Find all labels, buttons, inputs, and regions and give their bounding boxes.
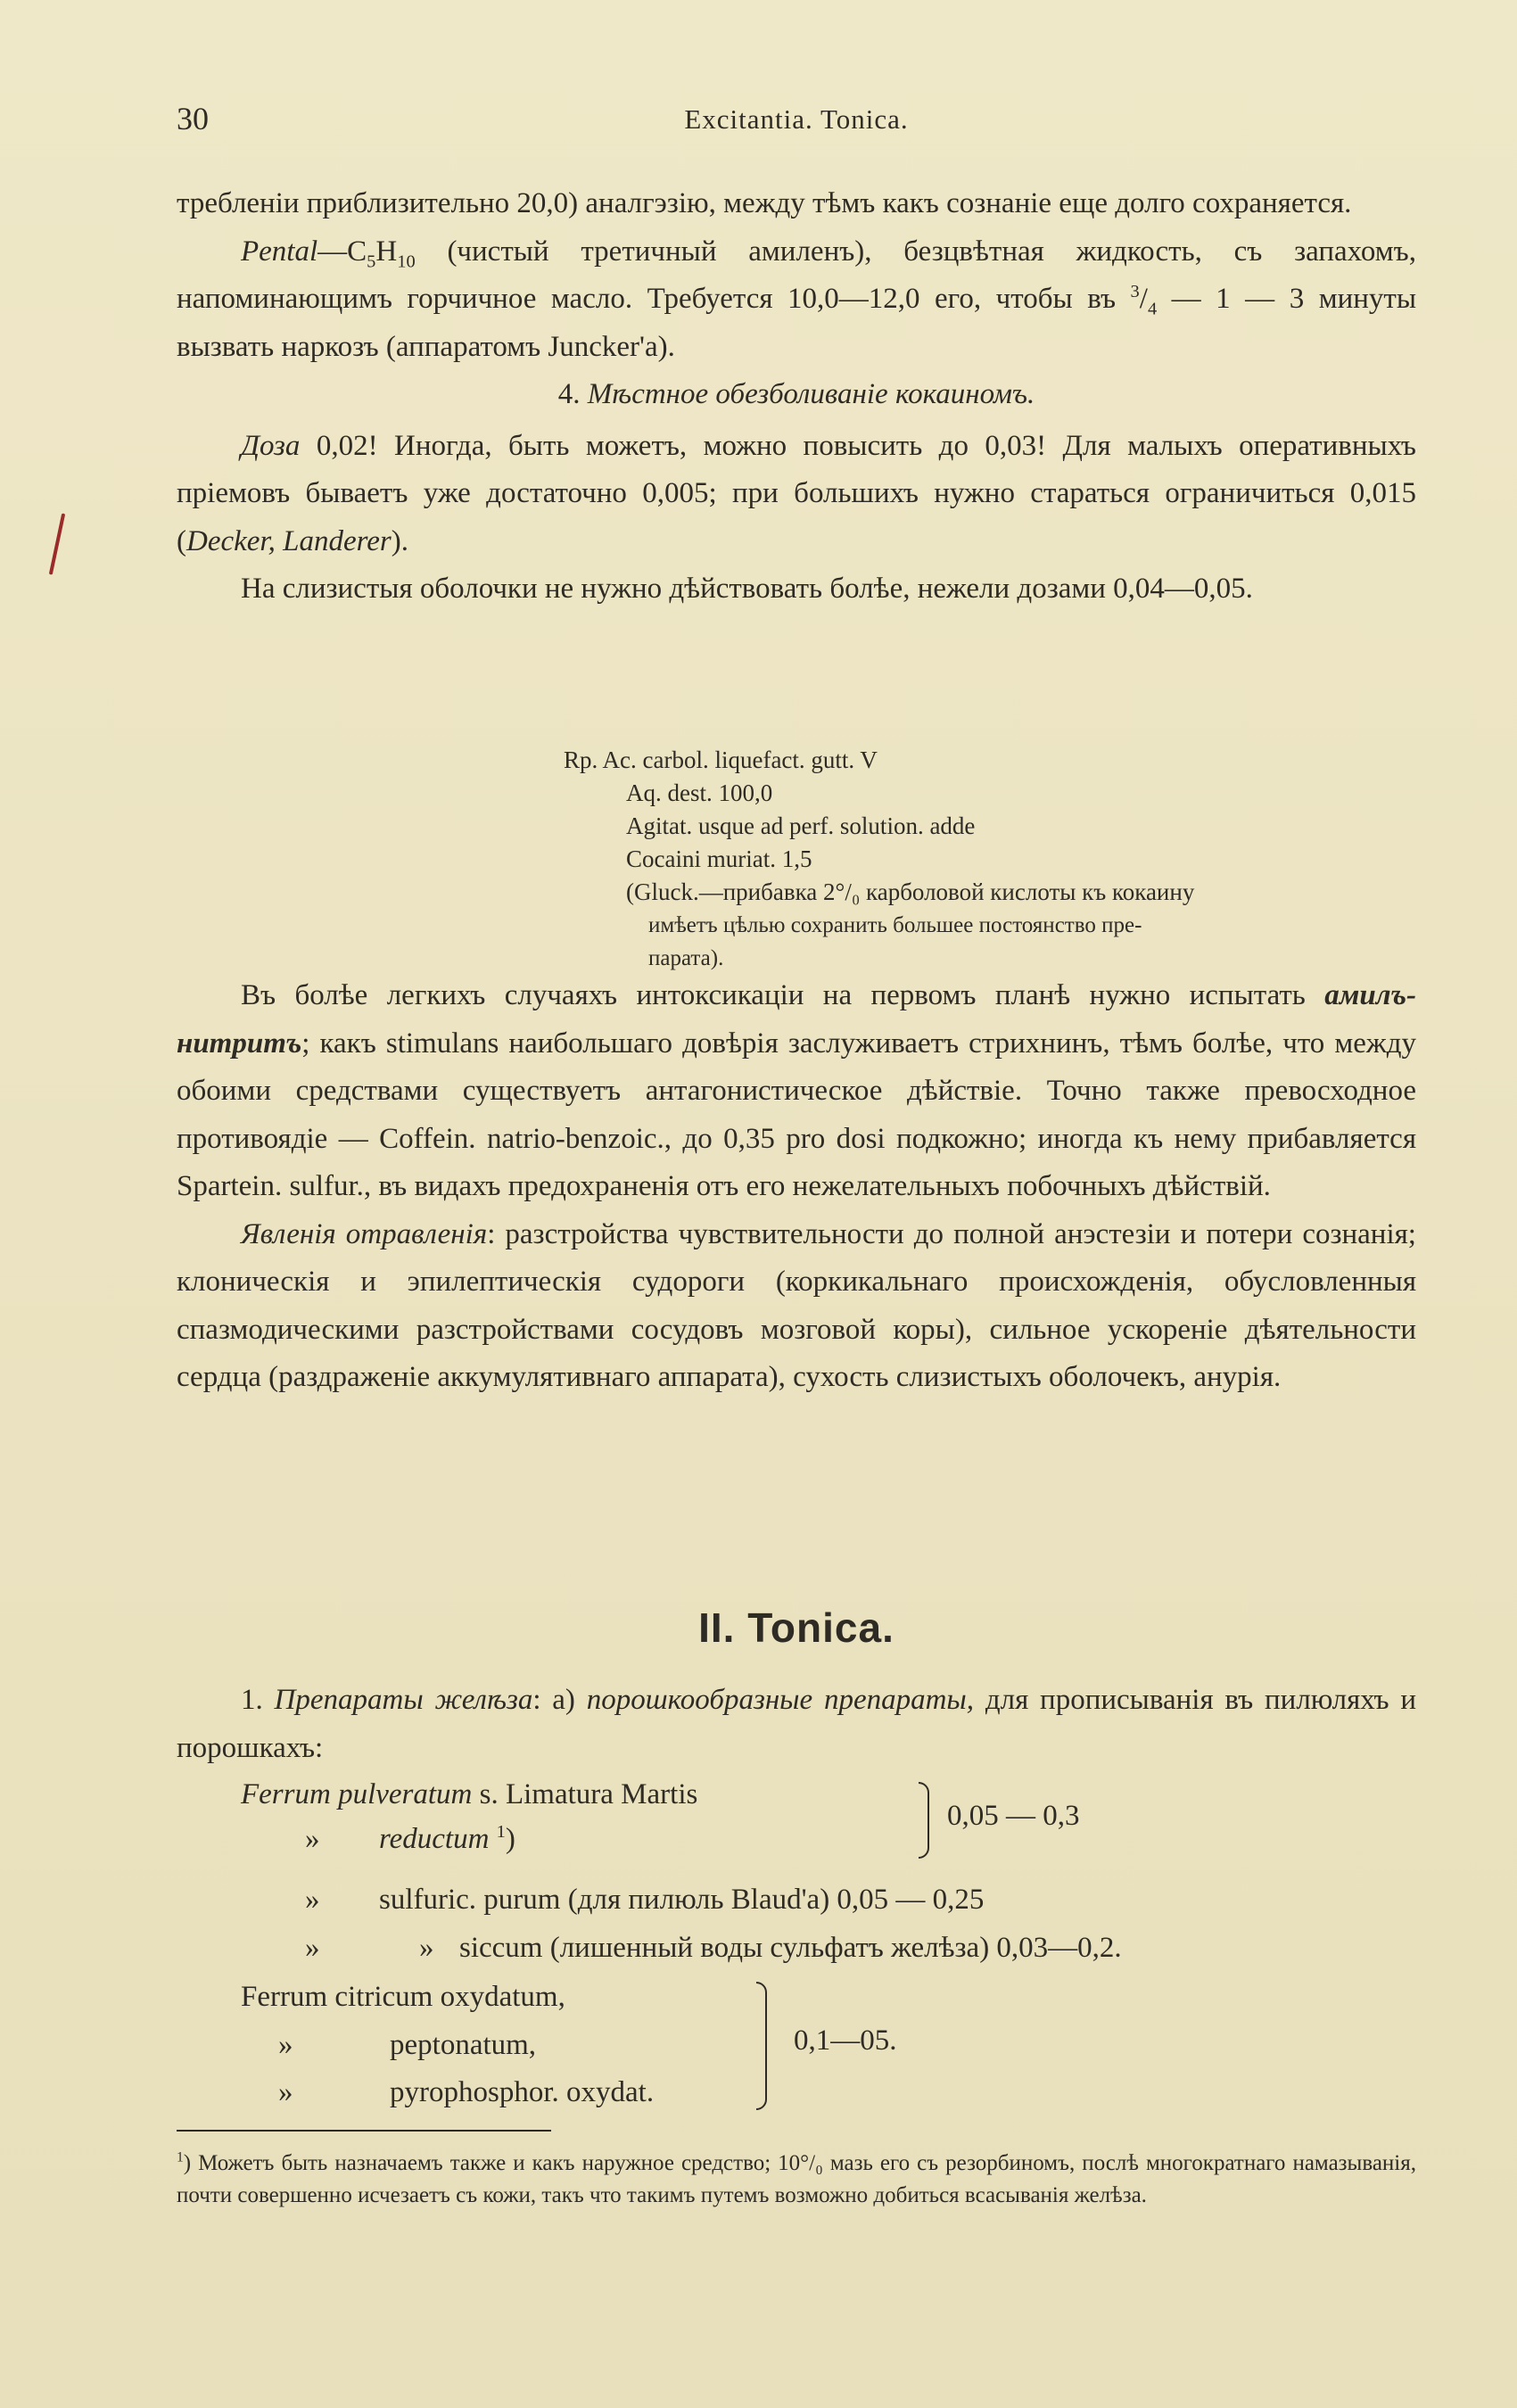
paragraph-symptoms: Явленія отравленія: разстройства чувствительности до полной анэстезіи и потери сознанія; клоническія и эпилептическія судороги (коркикальнаго происхожденія, обусловленныя спазмодическими разстройствами сосудовъ мозговой коры), сильное ускореніе дѣятельности сердца (раздраженіе аккумулятивнаго аппарата), сухость слизистыхъ оболочекъ, анурія. [177, 1217, 1416, 1393]
paragraph-analgesia: требленіи приблизительно 20,0) аналгэзію, между тѣмъ какъ сознаніе еще долго сохраняется. [177, 187, 1352, 219]
iron-intro [177, 1677, 1416, 1772]
paragraph-treatment: Въ болѣе легкихъ случаяхъ интоксикаціи на первомъ планѣ нужно испытать амилъ-нитритъ; какъ stimulans наибольшаго довѣрія заслуживаетъ стрихнинъ, тѣмъ болѣе, что между обоими средствами существуетъ антагонистическое дѣйствіе. Точно также превосходное противоядіе — Coffein. natrio-benzoic., до 0,35 pro dosi подкожно; иногда къ нему прибавляется Spartein. sulfur., въ видахъ предохраненія отъ его нежелательныхъ побочныхъ дѣйствій. [177, 979, 1416, 1202]
iron-row-2-ditto: » [305, 1823, 320, 1855]
dose-rows-1-2: 0,05 — 0,3 [947, 1800, 1080, 1832]
text-block-top [177, 180, 1416, 614]
iron-row-1: Ferrum pulveratum s. Limatura Martis [241, 1778, 698, 1810]
footnote-text: Можетъ быть назначаемъ также и какъ наружное средство; 10°/₀ мазь его съ резорбиномъ, послѣ многократнаго намазыванія, почти совершенно исчезаетъ съ кожи, такъ что такимъ путемъ возможно добиться всасыванія желѣза. [177, 2151, 1416, 2207]
authors: Decker, Landerer [186, 524, 392, 557]
iron-row-2: reductum $^1$) [379, 1822, 515, 1855]
dose-rows-5-7: 0,1—05. [794, 2025, 897, 2057]
footnote-rule [177, 2130, 551, 2132]
section-title: II. Tonica. [698, 1604, 895, 1651]
term-powder-preparations: порошкообразные препараты, [586, 1684, 975, 1716]
term-dose: Доза [241, 429, 301, 462]
recipe-line-1: Rp. Ac. carbol. liquefact. gutt. V [564, 746, 878, 773]
term-symptoms: Явленія отравленія [241, 1217, 488, 1250]
term-pental: Pental [241, 235, 318, 268]
iron-row-6: peptonatum, [390, 2029, 537, 2061]
brace-1 [919, 1782, 929, 1859]
footnote: $^1$) Можетъ быть назначаемъ также и какъ наружное средство; 10°/₀ мазь его съ резорбиномъ, послѣ многократнаго намазыванія, почти совершенно исчезаетъ съ кожи, такъ что такимъ путемъ возможно добиться всасыванія желѣза. [177, 2149, 1416, 2207]
iron-row-5: Ferrum citricum oxydatum, [241, 1981, 565, 2013]
term-iron-preparations: Препараты желѣза [274, 1684, 533, 1716]
iron-row-4-ditto-2: » [419, 1932, 434, 1964]
iron-row-6-ditto: » [278, 2029, 293, 2061]
iron-row-3-ditto: » [305, 1884, 320, 1916]
brace-2 [756, 1982, 767, 2110]
text-block-middle [177, 972, 1416, 1402]
recipe-line-2: Aq. dest. 100,0 [626, 779, 773, 806]
paragraph-dose: Доза 0,02! Иногда, быть можетъ, можно повысить до 0,03! Для малыхъ оперативныхъ пріемовъ бываетъ уже достаточно 0,005; при большихъ нужно стараться ограничиться 0,015 (Decker, Landerer). [177, 429, 1416, 557]
paragraph-pental: $Pental—C_5H_{10}$ (чистый третичный амиленъ), безцвѣтная жидкость, съ запахомъ, напоминающимъ горчичное масло. Требуется 10,0—12,0 его, чтобы въ $^3/_4$ — 1 — 3 минуты вызвать наркозъ (аппаратомъ Juncker'a). [177, 235, 1416, 363]
recipe-block [564, 744, 1420, 975]
margin-pencil-mark [49, 513, 65, 574]
paragraph-mucosa: На слизистыя оболочки не нужно дѣйствовать болѣе, нежели дозами 0,04—0,05. [241, 573, 1253, 605]
iron-row-7-ditto: » [278, 2076, 293, 2108]
iron-row-4: siccum (лишенный воды сульфатъ желѣза) 0,03—0,2. [459, 1932, 1122, 1964]
recipe-note-3: парата). [648, 946, 724, 970]
iron-row-7: pyrophosphor. oxydat. [390, 2076, 655, 2108]
page-number: 30 [177, 101, 209, 136]
term-amyl-nitrite: амилъ-нитритъ [177, 979, 1416, 1060]
paragraph-iron-intro: 1. Препараты желѣза: a) порошкообразные препараты, для прописыванія въ пилюляхъ и порошкахъ: [177, 1684, 1417, 1764]
iron-row-4-ditto-1: » [305, 1932, 320, 1964]
footnote-mark: 1 [177, 2149, 184, 2165]
recipe-line-3: Agitat. usque ad perf. solution. adde [626, 812, 976, 839]
subheading-cocaine: 4. Мѣстное обезболиваніе кокаиномъ. [557, 378, 1035, 410]
page-header [177, 100, 1416, 144]
recipe-note-2: имѣетъ цѣлью сохранить большее постоянство пре- [648, 913, 1142, 937]
recipe-line-4: Cocaini muriat. 1,5 [626, 845, 812, 872]
running-head: Excitantia. Tonica. [684, 103, 909, 135]
iron-row-3: sulfuric. purum (для пилюль Blaud'a) 0,05 — 0,25 [379, 1884, 985, 1916]
recipe-note-1: (Gluck.—прибавка 2°/₀ карболовой кислоты къ кокаину [626, 878, 1195, 905]
